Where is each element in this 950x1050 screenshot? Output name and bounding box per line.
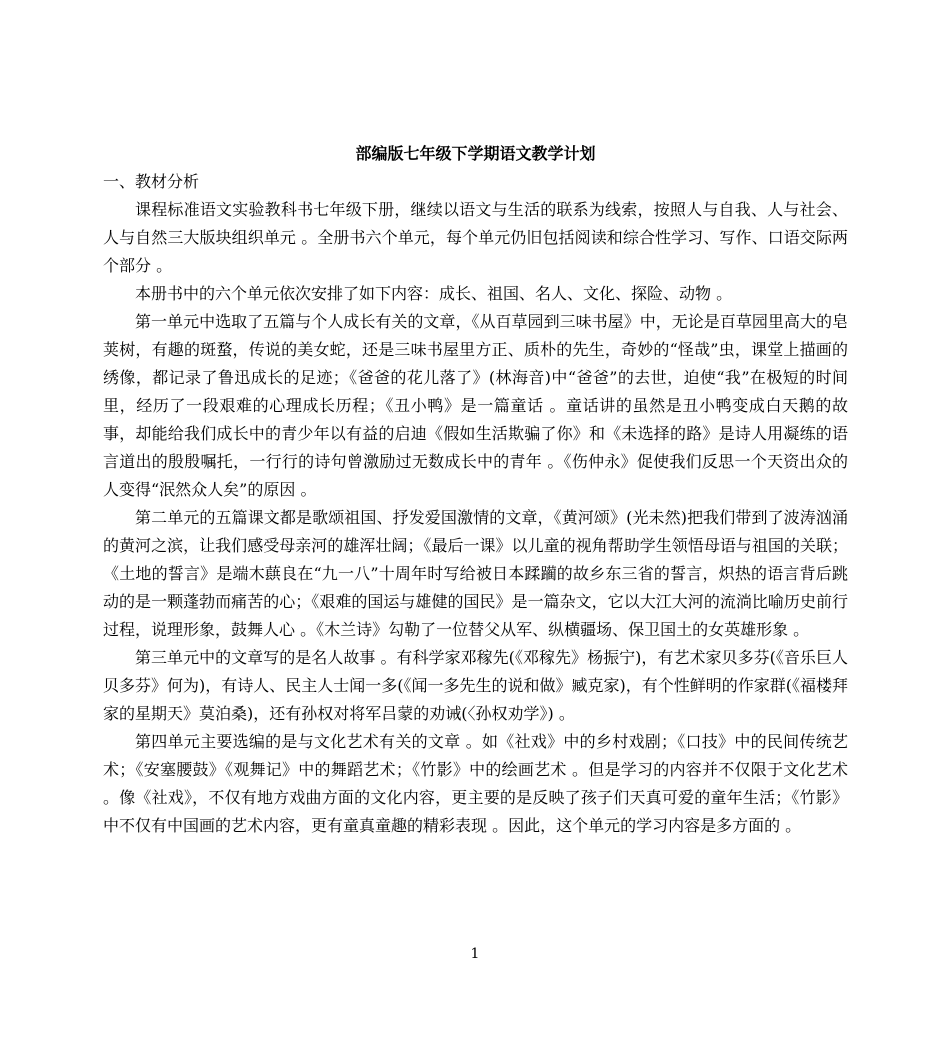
paragraph-unit-four: 第四单元主要选编的是与文化艺术有关的文章 。如《社戏》中的乡村戏剧；《口技》中的民间传统艺术；《安塞腰鼓》《观舞记》中的舞蹈艺术；《竹影》中的绘画艺术 。但是学习的内容并不仅限于文化艺术 。像《社戏》，不仅有地方戏曲方面的文化内容，更主要的是反映了孩子们天真可爱的童年生活；《竹影》中不仅有中国画的艺术内容，更有童真童趣的精彩表现 。因此，这个单元的学习内容是多方面的 。	[103, 732, 848, 835]
section-heading: 一、教材分析	[103, 172, 200, 191]
document-title: 部编版七年级下学期语文教学计划	[355, 144, 596, 163]
paragraph-unit-three: 第三单元中的文章写的是名人故事 。有科学家邓稼先(《邓稼先》杨振宁)，有艺术家贝多芬(《音乐巨人贝多芬》何为)，有诗人、民主人士闻一多(《闻一多先生的说和做》臧克家)，有个性鲜明的作家群(《福楼拜家的星期天》莫泊桑)，还有孙权对将军吕蒙的劝诫(〈孙权劝学》) 。	[103, 648, 848, 723]
document-page	[103, 140, 848, 840]
paragraph-unit-two: 第二单元的五篇课文都是歌颂祖国、抒发爱国激情的文章，《黄河颂》(光未然)把我们带到了波涛汹涌的黄河之滨，让我们感受母亲河的雄浑壮阔；《最后一课》以儿童的视角帮助学生领悟母语与祖国的关联；《土地的誓言》是端木蕻良在“九一八”十周年时写给被日本蹂躏的故乡东三省的誓言，炽热的语言背后跳动的是一颗蓬勃而痛苦的心；《艰难的国运与雄健的国民》是一篇杂文，它以大江大河的流淌比喻历史前行过程，说理形象，鼓舞人心 。《木兰诗》勾勒了一位替父从军、纵横疆场、保卫国土的女英雄形象 。	[103, 508, 848, 639]
paragraph-intro: 课程标准语文实验教科书七年级下册，继续以语文与生活的联系为线索，按照人与自我、人与社会、人与自然三大版块组织单元 。全册书六个单元，每个单元仍旧包括阅读和综合性学习、写作、口语交际两个部分 。	[103, 200, 848, 275]
paragraph-unit-one: 第一单元中选取了五篇与个人成长有关的文章，《从百草园到三味书屋》中，无论是百草园里高大的皂荚树，有趣的斑蝥，传说的美女蛇，还是三味书屋里方正、质朴的先生，奇妙的“怪哉”虫，课堂上描画的绣像，都记录了鲁迅成长的足迹；《爸爸的花儿落了》(林海音)中“爸爸”的去世，迫使“我”在极短的时间里，经历了一段艰难的心理成长历程；《丑小鸭》是一篇童话 。童话讲的虽然是丑小鸭变成白天鹅的故事，却能给我们成长中的青少年以有益的启迪《假如生活欺骗了你》和《未选择的路》是诗人用凝练的语言道出的殷殷嘱托，一行行的诗句曾激励过无数成长中的青年 。《伤仲永》促使我们反思一个天资出众的人变得“泯然众人矣”的原因 。	[103, 312, 848, 499]
paragraph-unit-overview: 本册书中的六个单元依次安排了如下内容：成长、祖国、名人、文化、探险、动物 。	[135, 284, 733, 303]
page-number: 1	[470, 946, 480, 962]
